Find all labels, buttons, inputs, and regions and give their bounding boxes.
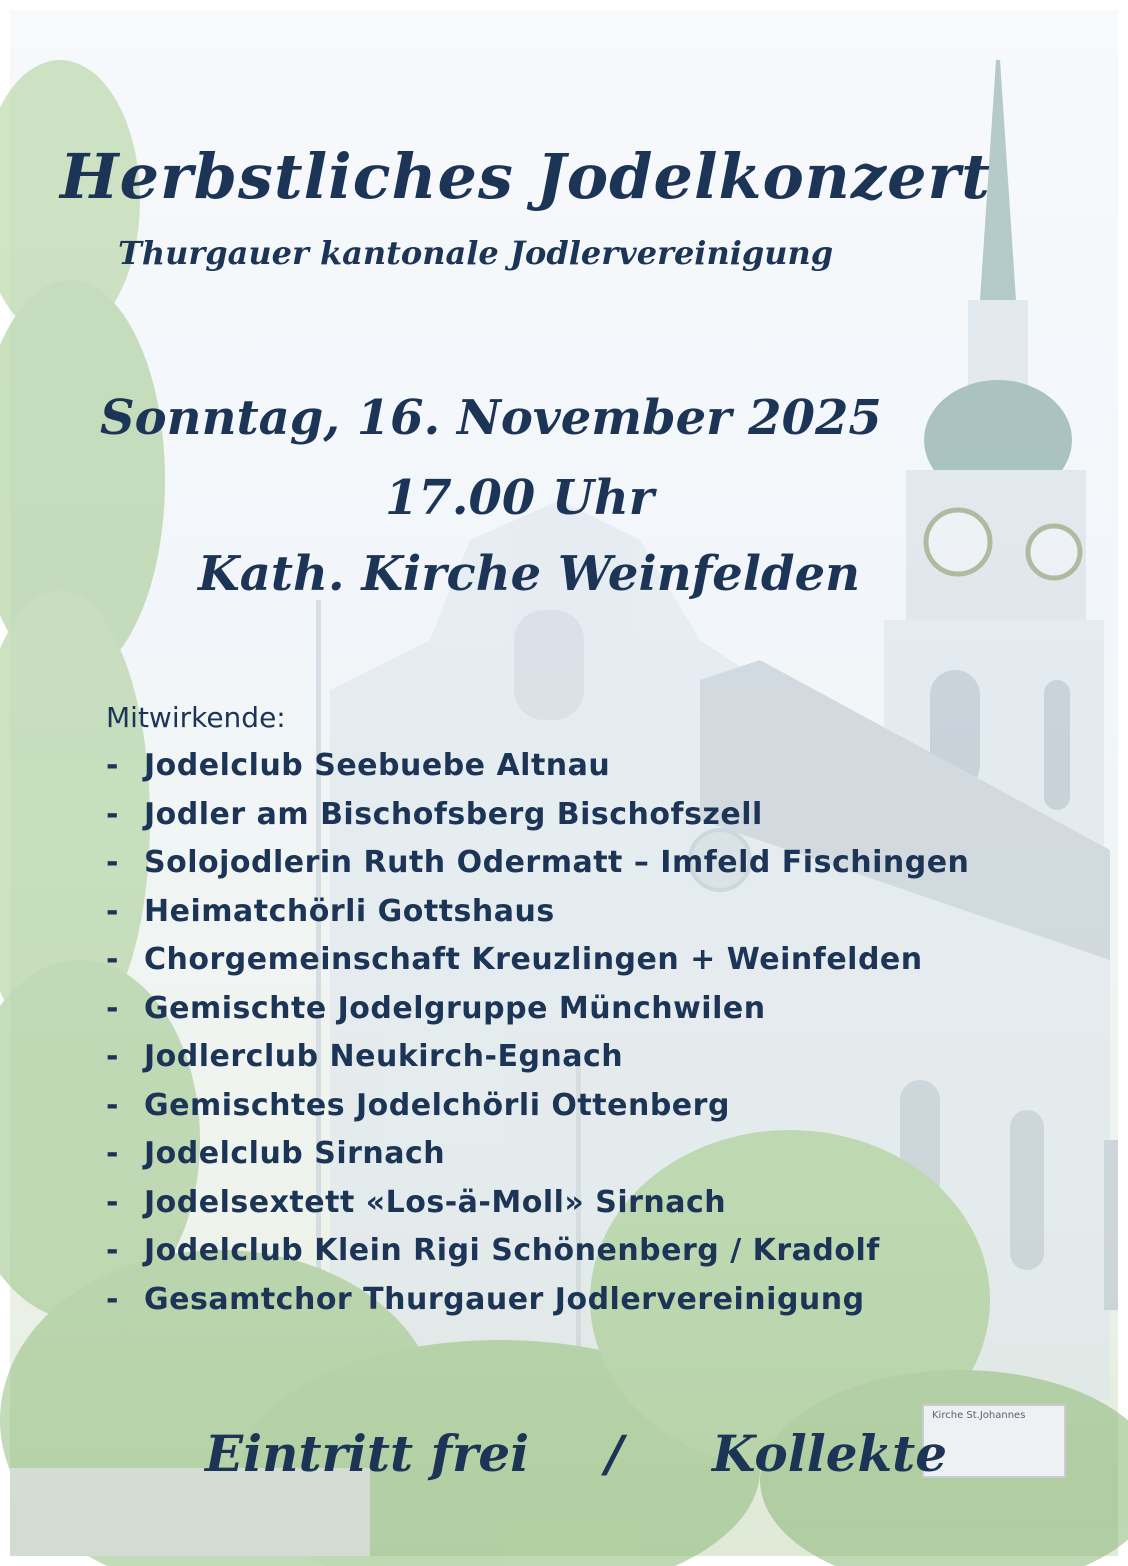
list-item [106,1179,969,1228]
participant-name: Jodlerclub Neukirch-Egnach [144,1039,624,1074]
footer-separator: / [605,1424,624,1483]
list-item [106,985,969,1034]
organizer-subtitle: Thurgauer kantonale Jodlervereinigung [118,234,834,272]
participant-name: Gemischte Jodelgruppe Münchwilen [144,990,766,1026]
participant-name: Chorgemeinschaft Kreuzlingen + Weinfelden [144,942,923,977]
list-bullet: - [106,990,119,1026]
participants-section [106,698,969,1324]
list-bullet: - [106,942,119,977]
list-bullet: - [106,893,119,929]
list-bullet: - [106,1087,119,1123]
list-bullet: - [106,1233,119,1268]
list-bullet: - [106,796,119,832]
event-time: 17.00 Uhr [385,470,655,526]
list-item [106,839,969,888]
list-bullet: - [106,845,119,880]
participant-name: Jodelclub Seebuebe Altnau [144,748,611,783]
participant-name: Gesamtchor Thurgauer Jodlervereinigung [144,1281,865,1317]
list-item [106,1082,969,1131]
list-item [106,888,969,937]
list-item [106,1033,969,1082]
list-item [106,1276,969,1325]
participant-name: Jodler am Bischofsberg Bischofszell [144,796,763,832]
event-venue: Kath. Kirche Weinfelden [198,546,861,602]
participant-name: Gemischtes Jodelchörli Ottenberg [144,1087,730,1123]
event-date: Sonntag, 16. November 2025 [100,390,882,446]
participant-name: Solojodlerin Ruth Odermatt – Imfeld Fischingen [144,845,970,880]
list-bullet: - [106,1281,119,1317]
collection-text: Kollekte [712,1424,948,1483]
participant-name: Jodelclub Klein Rigi Schönenberg / Kradolf [144,1233,880,1268]
participants-list [106,742,969,1324]
list-bullet: - [106,1184,119,1220]
list-item [106,742,969,791]
participant-name: Jodelsextett «Los-ä-Moll» Sirnach [144,1184,727,1220]
list-item [106,936,969,985]
church-sign-text: Kirche St.Johannes [932,1410,1026,1421]
list-item [106,1227,969,1276]
list-bullet: - [106,1039,119,1074]
list-bullet: - [106,1136,119,1171]
concert-title: Herbstliches Jodelkonzert [60,140,991,213]
list-bullet: - [106,748,119,783]
participant-name: Heimatchörli Gottshaus [144,893,555,929]
list-item [106,1130,969,1179]
list-item [106,791,969,840]
participants-heading: Mitwirkende: [106,701,286,734]
participant-name: Jodelclub Sirnach [144,1136,446,1171]
free-entry-text: Eintritt frei [205,1424,530,1483]
